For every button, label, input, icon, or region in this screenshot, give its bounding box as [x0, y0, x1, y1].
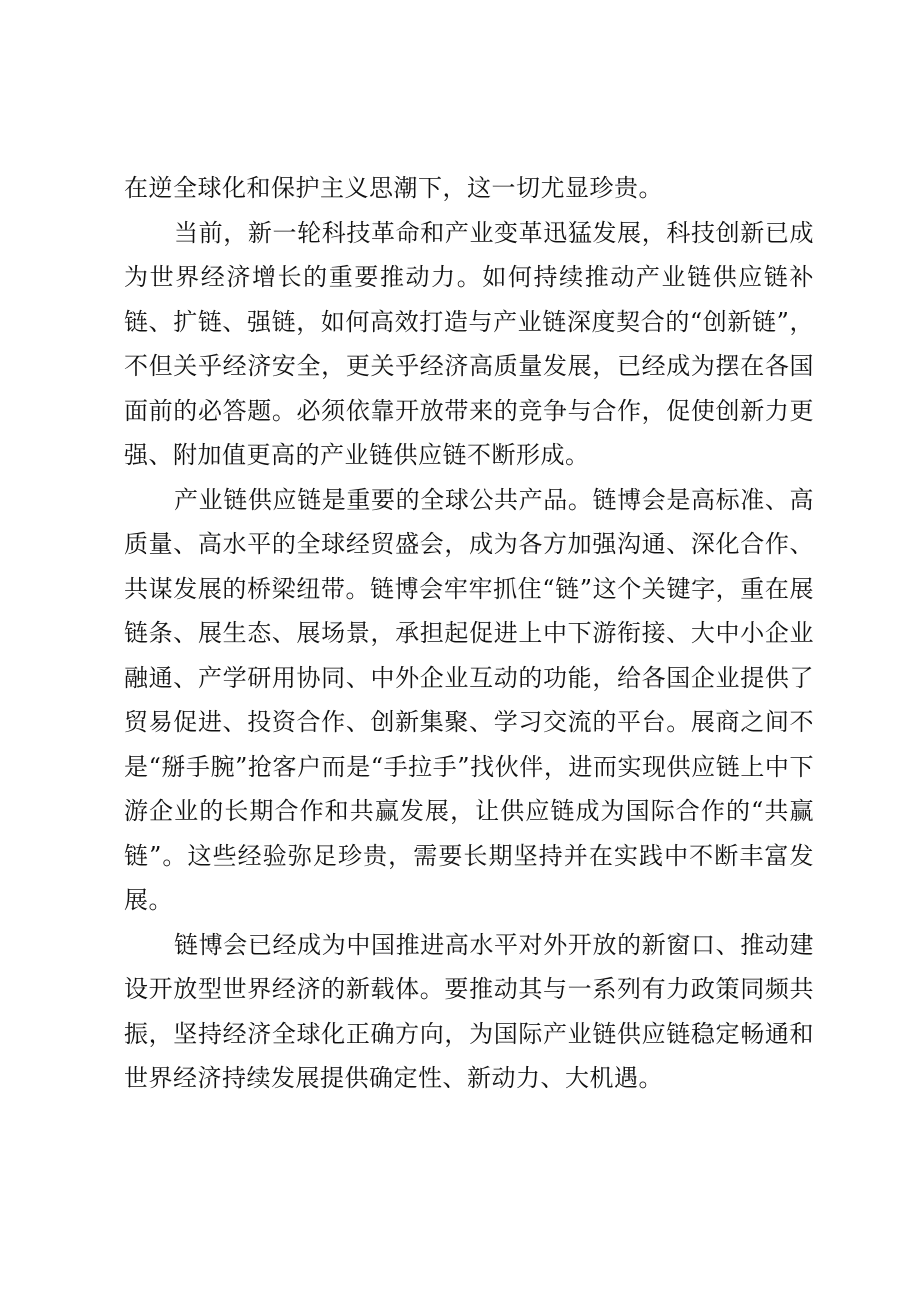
document-body — [124, 166, 814, 1101]
paragraph-supply-chain-expo: 产业链供应链是重要的全球公共产品。链博会是高标准、高质量、高水平的全球经贸盛会，成为各方加强沟通、深化合作、共谋发展的桥梁纽带。链博会牢牢抓住“链”这个关键字，重在展链条、展生态、展场景，承担起促进上中下游衔接、大中小企业融通、产学研用协同、中外企业互动的功能，给各国企业提供了贸易促进、投资合作、创新集聚、学习交流的平台。展商之间不是“掰手腕”抢客户而是“手拉手”找伙伴，进而实现供应链上中下游企业的长期合作和共赢发展，让供应链成为国际合作的“共赢链”。这些经验弥足珍贵，需要长期坚持并在实践中不断丰富发展。 — [124, 485, 814, 914]
paragraph-continuation: 在逆全球化和保护主义思潮下，这一切尤显珍贵。 — [124, 174, 663, 202]
paragraph-opening-up: 链博会已经成为中国推进高水平对外开放的新窗口、推动建设开放型世界经济的新载体。要推动其与一系列有力政策同频共振，坚持经济全球化正确方向，为国际产业链供应链稳定畅通和世界经济持续发展提供确定性、新动力、大机遇。 — [124, 930, 814, 1092]
paragraph-tech-innovation: 当前，新一轮科技革命和产业变革迅猛发展，科技创新已成为世界经济增长的重要推动力。如何持续推动产业链供应链补链、扩链、强链，如何高效打造与产业链深度契合的“创新链”，不但关乎经济安全，更关乎经济高质量发展，已经成为摆在各国面前的必答题。必须依靠开放带来的竞争与合作，促使创新力更强、附加值更高的产业链供应链不断形成。 — [124, 218, 814, 469]
